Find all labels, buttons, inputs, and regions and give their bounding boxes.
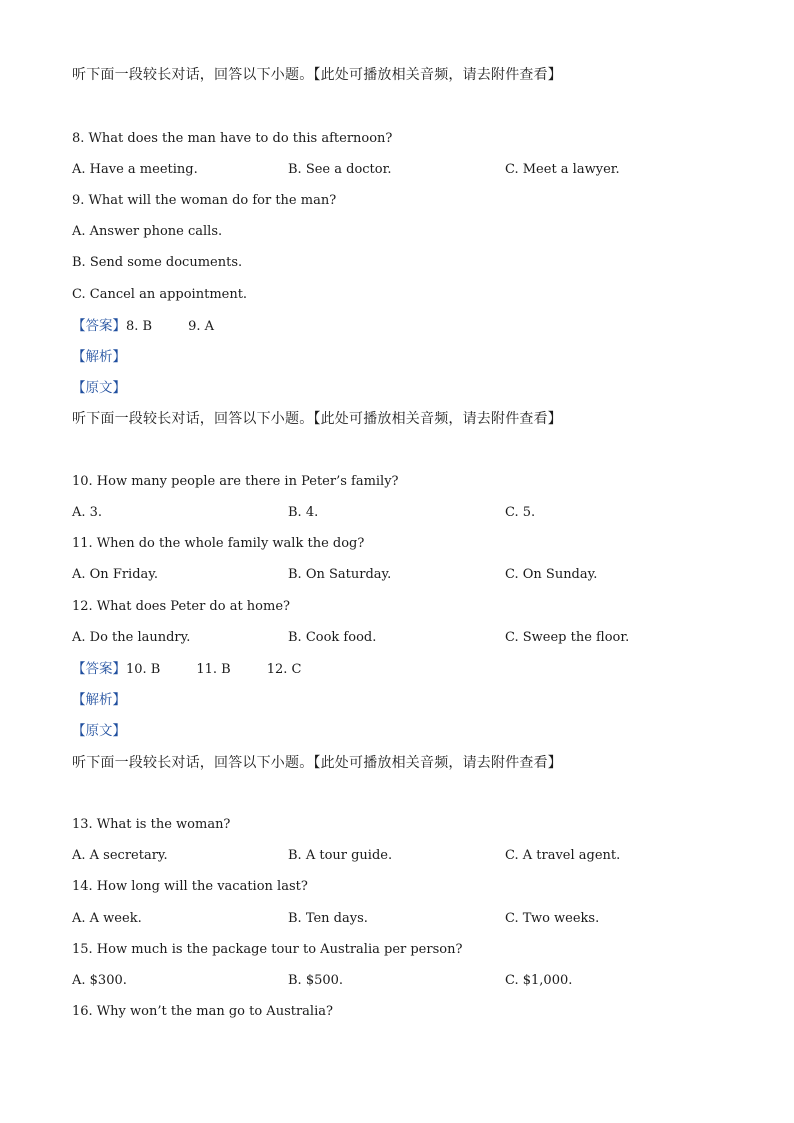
- question-8-option-b: B. See a doctor.: [288, 162, 392, 177]
- question-15-option-c: C. $1,000.: [505, 973, 573, 988]
- analysis-heading: 【解析】: [72, 349, 126, 365]
- question-9-option-a: A. Answer phone calls.: [72, 224, 223, 239]
- question-12-option-b: B. Cook food.: [288, 630, 377, 645]
- original-text-heading: 【原文】: [72, 380, 126, 396]
- question-10-option-c: C. 5.: [505, 505, 536, 520]
- question-15-option-a: A. $300.: [72, 973, 127, 988]
- question-10-stem: 10. How many people are there in Peter’s family?: [72, 474, 399, 489]
- answer-row: [72, 661, 302, 678]
- question-14-option-a: A. A week.: [72, 911, 142, 926]
- listening-instruction: 听下面一段较长对话，回答以下小题。【此处可播放相关音频，请去附件查看】: [72, 755, 562, 771]
- answer-item: 8. B: [126, 319, 153, 334]
- question-16-stem: 16. Why won’t the man go to Australia?: [72, 1004, 333, 1019]
- question-9-stem: 9. What will the woman do for the man?: [72, 193, 337, 208]
- question-15-stem: 15. How much is the package tour to Australia per person?: [72, 942, 463, 957]
- question-12-option-a: A. Do the laundry.: [72, 630, 191, 645]
- answer-tag: 【答案】: [72, 318, 126, 334]
- analysis-heading: 【解析】: [72, 692, 126, 708]
- listening-instruction: 听下面一段较长对话，回答以下小题。【此处可播放相关音频，请去附件查看】: [72, 67, 562, 83]
- question-12-option-c: C. Sweep the floor.: [505, 630, 630, 645]
- question-11-option-b: B. On Saturday.: [288, 567, 392, 582]
- question-11-stem: 11. When do the whole family walk the dog?: [72, 536, 365, 551]
- question-13-option-c: C. A travel agent.: [505, 848, 621, 863]
- question-8-option-c: C. Meet a lawyer.: [505, 162, 620, 177]
- question-8-stem: 8. What does the man have to do this afternoon?: [72, 131, 393, 146]
- answer-item: 12. C: [266, 662, 302, 677]
- question-9-option-c: C. Cancel an appointment.: [72, 287, 248, 302]
- question-10-option-b: B. 4.: [288, 505, 319, 520]
- question-13-stem: 13. What is the woman?: [72, 817, 231, 832]
- question-14-option-b: B. Ten days.: [288, 911, 368, 926]
- question-13-option-a: A. A secretary.: [72, 848, 168, 863]
- question-13-option-b: B. A tour guide.: [288, 848, 393, 863]
- question-10-option-a: A. 3.: [72, 505, 103, 520]
- answer-item: 10. B: [126, 662, 161, 677]
- question-8-option-a: A. Have a meeting.: [72, 162, 198, 177]
- answer-row: [72, 318, 214, 335]
- question-14-option-c: C. Two weeks.: [505, 911, 600, 926]
- answer-item: 9. A: [188, 319, 215, 334]
- listening-instruction: 听下面一段较长对话，回答以下小题。【此处可播放相关音频，请去附件查看】: [72, 411, 562, 427]
- question-11-option-a: A. On Friday.: [72, 567, 159, 582]
- answer-tag: 【答案】: [72, 661, 126, 677]
- question-14-stem: 14. How long will the vacation last?: [72, 879, 308, 894]
- question-11-option-c: C. On Sunday.: [505, 567, 598, 582]
- answer-item: 11. B: [196, 662, 231, 677]
- question-9-option-b: B. Send some documents.: [72, 255, 243, 270]
- original-text-heading: 【原文】: [72, 723, 126, 739]
- question-12-stem: 12. What does Peter do at home?: [72, 599, 290, 614]
- question-15-option-b: B. $500.: [288, 973, 344, 988]
